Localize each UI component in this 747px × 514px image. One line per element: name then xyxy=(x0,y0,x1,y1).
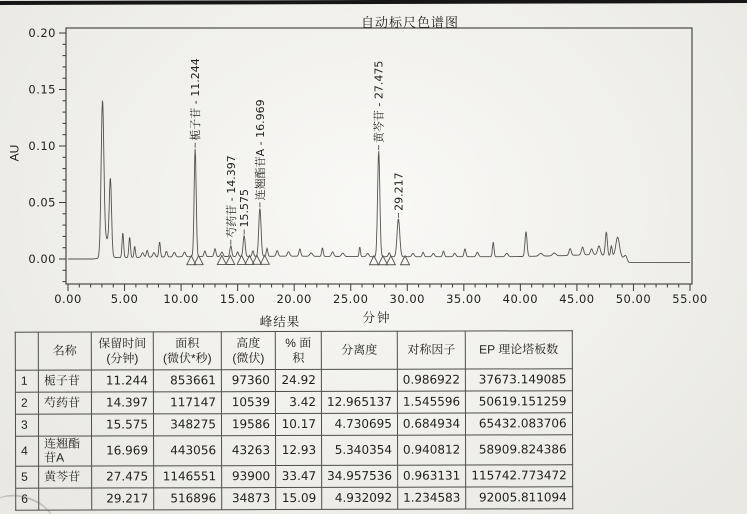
table-row xyxy=(16,465,573,488)
table-cell: 15.575 xyxy=(91,414,153,436)
peak-label: 连翘酯苷A - 16.969 xyxy=(253,99,267,201)
table-cell: 348275 xyxy=(153,414,221,436)
table-cell: 27.475 xyxy=(92,466,154,488)
table-cell: 29.217 xyxy=(92,488,154,510)
x-tick-label: 15.00 xyxy=(219,292,256,306)
x-tick-label: 55.00 xyxy=(672,292,708,306)
table-cell: 92005.811094 xyxy=(466,487,572,509)
table-header-row xyxy=(15,331,572,370)
table-cell: 5.340354 xyxy=(322,435,398,465)
table-cell: 516896 xyxy=(154,487,222,509)
column-header: 对称因子 xyxy=(397,331,465,369)
table-cell: 117147 xyxy=(153,392,221,414)
y-tick-label: 0.20 xyxy=(28,26,56,40)
x-tick-label: 40.00 xyxy=(502,292,539,306)
table-cell xyxy=(321,369,397,391)
table-row xyxy=(15,391,572,414)
table-cell: 5 xyxy=(16,466,39,488)
column-header: 面积 (微伏*秒) xyxy=(153,332,221,370)
table-cell: 6 xyxy=(16,488,39,510)
integration-marker xyxy=(260,255,269,264)
column-header: 分离度 xyxy=(321,331,397,369)
peak-label: 29.217 xyxy=(392,172,406,211)
table-row xyxy=(16,435,573,466)
table-cell: 10539 xyxy=(221,392,275,414)
table-cell: 11.244 xyxy=(91,370,153,392)
table-cell: 1 xyxy=(15,370,38,392)
table-cell: 14.397 xyxy=(91,392,153,414)
x-tick-label: 5.00 xyxy=(110,292,139,306)
table-cell: 50619.151259 xyxy=(466,391,572,413)
table-row xyxy=(16,487,573,510)
table-cell: 93900 xyxy=(222,465,276,487)
table-caption: 峰结果 xyxy=(259,315,301,329)
peak-results-table xyxy=(15,330,573,510)
table-cell: 16.969 xyxy=(92,436,154,466)
column-header: 名称 xyxy=(38,332,91,370)
table-cell: 19586 xyxy=(221,414,275,436)
table-cell: 0.684934 xyxy=(397,413,465,435)
chart-title: 自动标尺色谱图 xyxy=(360,15,459,30)
integration-marker xyxy=(237,255,246,264)
table-cell: 连翘酯苷A xyxy=(39,436,92,466)
column-header xyxy=(15,332,38,370)
table-cell xyxy=(39,488,92,510)
x-tick-label: 35.00 xyxy=(446,292,482,306)
peak-label: 15.575 xyxy=(238,189,252,228)
xaxis-label: 分钟 xyxy=(362,311,392,325)
yaxis-label: AU xyxy=(7,144,22,162)
y-tick-label: 0.15 xyxy=(28,82,56,97)
table-cell: 黄芩苷 xyxy=(39,466,92,488)
column-header: 保留时间 (分钟) xyxy=(91,332,153,370)
column-header: EP 理论塔板数 xyxy=(465,331,572,369)
table-cell: 34873 xyxy=(222,487,276,509)
column-header: 高度 (微伏) xyxy=(221,332,275,370)
peak-label: 栀子苷 - 11.244 xyxy=(189,58,203,141)
x-tick-label: 0.00 xyxy=(54,292,82,306)
table-cell: 芍药苷 xyxy=(38,392,91,414)
table-cell: 33.47 xyxy=(276,465,322,487)
table-cell: 65432.083706 xyxy=(466,413,572,435)
table-cell: 43263 xyxy=(222,436,276,466)
table-cell: 12.93 xyxy=(276,435,322,465)
table-cell: 10.17 xyxy=(275,413,321,435)
table-cell: 58909.824386 xyxy=(466,435,573,465)
x-tick-label: 25.00 xyxy=(333,292,369,306)
table-cell: 3.42 xyxy=(275,391,321,413)
table-cell: 853661 xyxy=(153,370,221,392)
table-cell: 4.730695 xyxy=(321,413,397,435)
x-tick-label: 20.00 xyxy=(276,292,312,306)
table-cell: 1.234583 xyxy=(398,487,466,509)
table-cell: 4.932092 xyxy=(322,487,398,509)
table-cell: 1146551 xyxy=(154,465,222,487)
peak-label: 黄芩苷 - 27.475 xyxy=(372,60,386,144)
x-tick-label: 45.00 xyxy=(559,292,595,306)
table-cell: 115742.773472 xyxy=(466,465,572,487)
table-cell: 97360 xyxy=(221,370,275,392)
table-cell: 3 xyxy=(15,414,38,436)
table-cell: 4 xyxy=(16,436,39,466)
integration-marker xyxy=(386,256,395,265)
column-header: % 面积 xyxy=(275,331,321,369)
table-cell: 37673.149085 xyxy=(466,369,572,391)
table-cell: 443056 xyxy=(154,436,222,466)
y-tick-label: 0.00 xyxy=(28,252,56,266)
table-cell: 栀子苷 xyxy=(38,370,91,392)
table-row xyxy=(15,369,572,392)
table-cell: 15.09 xyxy=(276,487,322,509)
x-tick-label: 30.00 xyxy=(389,292,425,306)
table-cell: 1.545596 xyxy=(397,391,465,413)
table-body xyxy=(15,369,572,510)
peak-label: 芍药苷 - 14.397 xyxy=(224,155,238,238)
x-tick-label: 10.00 xyxy=(163,292,199,306)
table-cell: 34.957536 xyxy=(322,465,398,487)
y-tick-label: 0.05 xyxy=(28,195,56,210)
table-cell: 24.92 xyxy=(275,369,321,391)
table-cell: 0.940812 xyxy=(397,435,465,465)
table-cell: 0.986922 xyxy=(397,369,465,391)
y-tick-label: 0.10 xyxy=(28,139,56,153)
table-cell: 12.965137 xyxy=(321,391,397,413)
table-row xyxy=(15,413,572,436)
table-cell: 2 xyxy=(15,392,38,414)
x-tick-label: 50.00 xyxy=(615,292,652,306)
table-cell: 0.963131 xyxy=(398,465,466,487)
table-cell xyxy=(38,414,91,436)
table-head xyxy=(15,331,572,370)
